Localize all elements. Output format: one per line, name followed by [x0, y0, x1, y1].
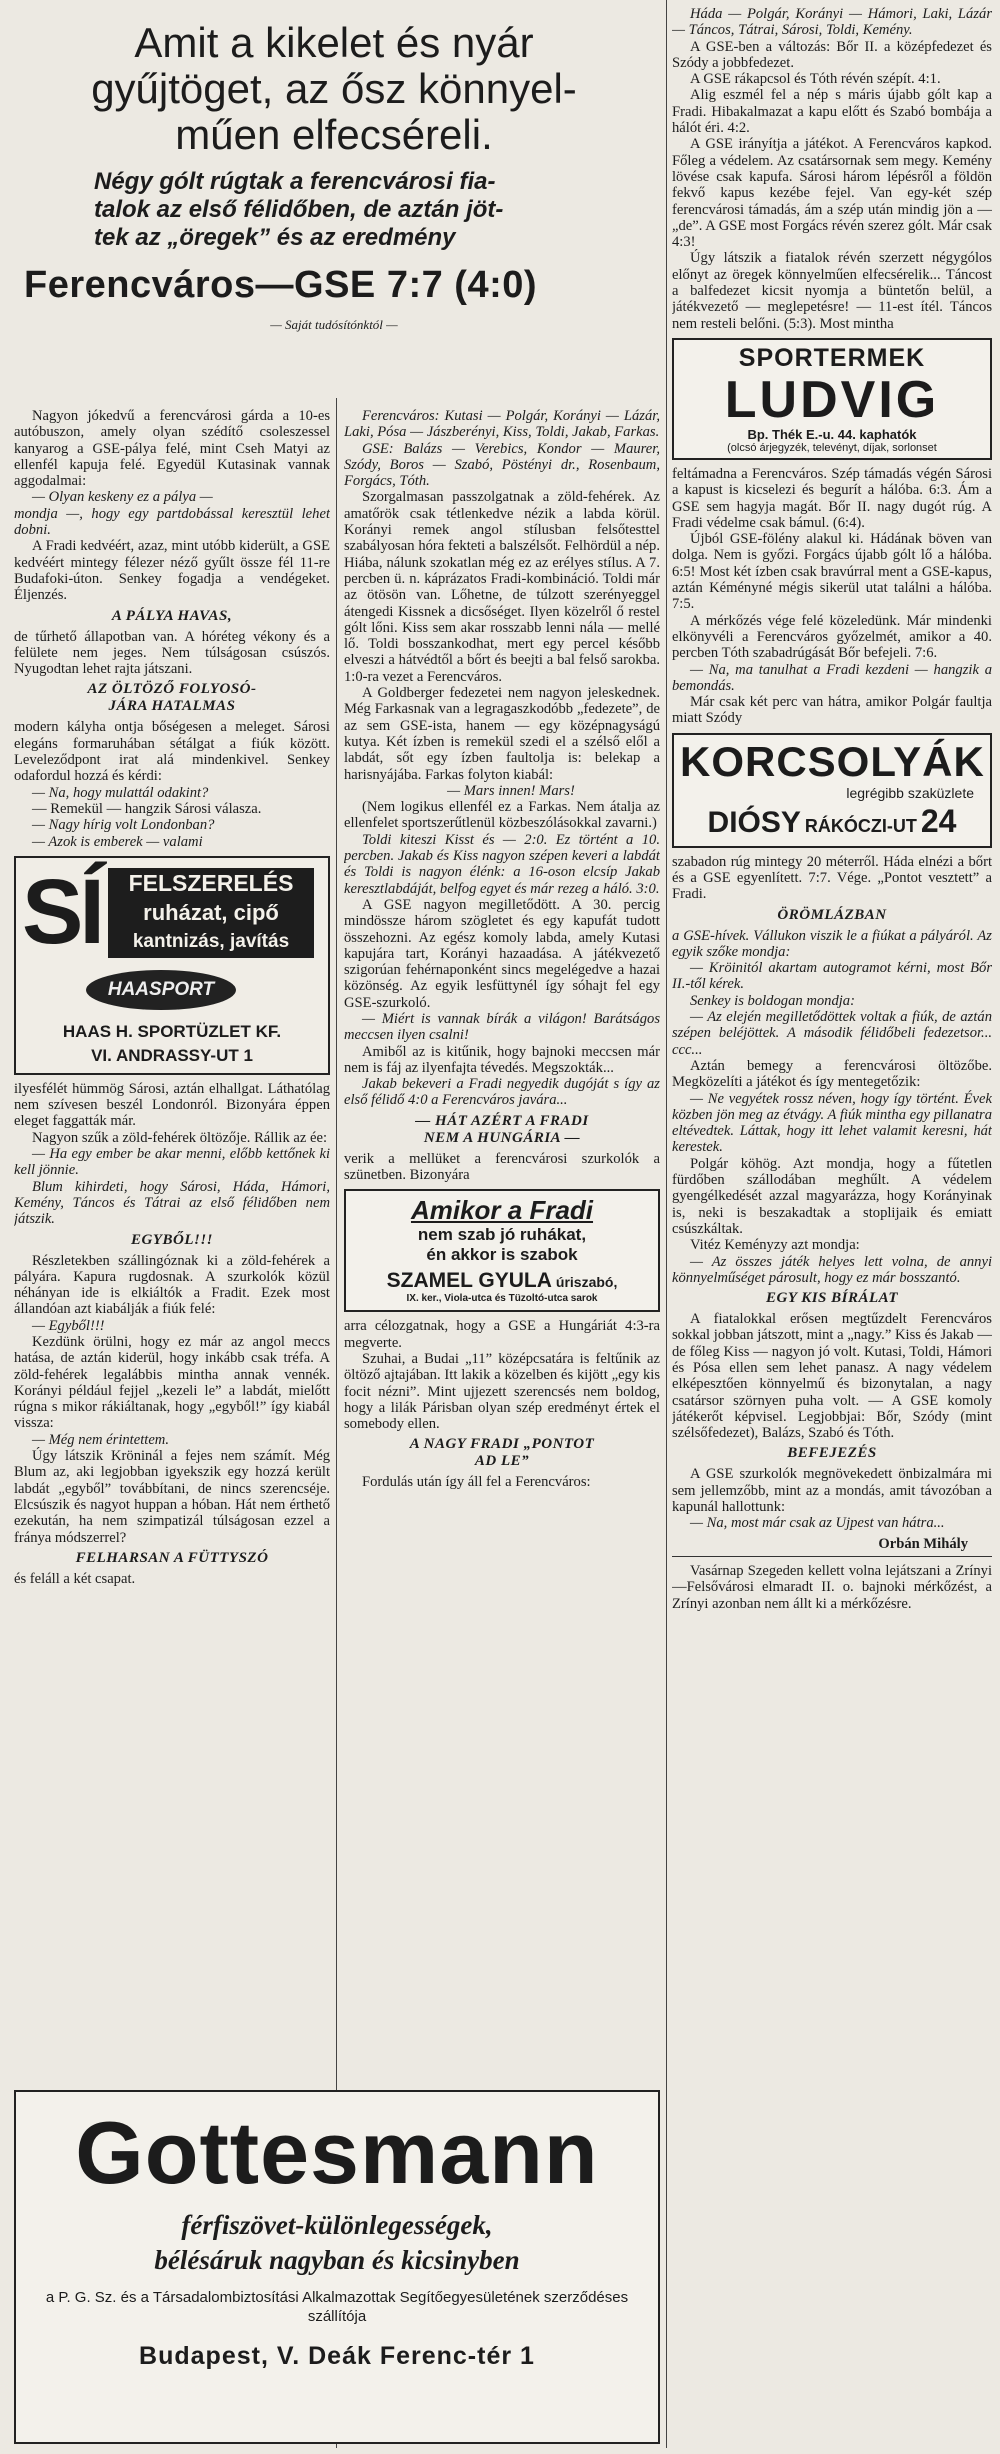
- lineup: Ferencváros: Kutasi — Polgár, Korányi — Lázár, Laki, Pósa — Jászberényi, Kiss, Toldi, Jakab, Farkas.: [344, 408, 660, 441]
- paragraph: Szorgalmasan passzolgatnak a zöld-fehérek. Az amatőrök csak tétlenkedve nézik a labda körül. Korányi remek angol stílusban felsőtesttel szabályosan hóra fekteti a balszélsőt. Felhördül a nép. Hiába, nálunk szokatlan még ez az erélyes stílus. A 7. percben ü. n. káprázatos Fradi-kombináció. Toldi már az ötösön van. Lőhetne, de túlzott szerényeggel átengedi Kissnek a dicsőséget. Ilyen közelről ő restel gólt lőni. Kiss sem akar rosszabb lenni nála — mellé lő. Toldi bosszankodhat, mert egy percel később elveszi a hátvédtől a bőrt és beejti a bal felső sarokba. 1:0-ra vezet a Ferencváros.: [344, 489, 660, 685]
- ad-big-letters: SÍ: [22, 860, 101, 963]
- paragraph: Részletekben szállingóznak ki a zöld-fehérek a pályára. Kapura rugdosnak. A szurkolók közül néhányan ide is elkiáltók a Fradit. Ezek most állandóan azt kiabálják a fiúk felé:: [14, 1252, 330, 1318]
- subheading: AZ ÖLTÖZŐ FOLYOSÓ-: [87, 681, 257, 698]
- ad-line: (olcsó árjegyzék, televényt, díjak, sorlonset: [727, 441, 937, 454]
- paragraph: A GSE rákapcsol és Tóth révén szépít. 4:1.: [690, 71, 941, 88]
- paragraph: modern kályha ontja bőségesen a meleget. Sárosi elegáns formaruhában sétálgat a fiúk között. Leveleződpont irat alá mindenkivel. Senkey odafordul hozzá és kérdi:: [14, 719, 330, 785]
- quote: — Remekül — hangzik Sárosi válasza.: [32, 800, 262, 817]
- paragraph: verik a mellüket a ferencvárosi szurkolók a szünetben. Bizonyára: [344, 1150, 660, 1184]
- quote: — Azok is emberek — valami: [32, 833, 203, 850]
- paragraph: Polgár köhög. Azt mondja, hogy a fűtetlen fürdőben szállodában meghűlt. A védelem gyengélkedését azzal magyarázza, hogy Korányinak is, neki is beszakadtak a stoplijaik és emiatt csúszkáltak.: [672, 1155, 992, 1237]
- paragraph: mondja —, hogy egy partdobással keresztül lehet dobni.: [14, 505, 330, 539]
- paragraph: ilyesfélét hümmög Sárosi, aztán elhallgat. Láthatólag nem szívesen beszél Londonról. Bizonyára éppen eleget faggatták már.: [14, 1080, 330, 1130]
- paragraph: A Goldberger fedezetei nem nagyon jeleskednek. Még Farkasnak van a legragaszkodóbb „fedezete”, de az sem GSE-ista, hanem — egy középnagyságú kutya. Két ízben is remekül szedi el a szélső elől a labdát, sőt egy ízben faultolja is: belekap a harisnyájába. Farkas folyton kiabál:: [344, 685, 660, 783]
- subheading: A NAGY FRADI „PONTOT: [409, 1436, 595, 1453]
- quote: — Nagy hírig volt Londonban?: [32, 817, 215, 834]
- ad-address: Budapest, V. Deák Ferenc-tér 1: [139, 2342, 535, 2370]
- subheading: — HÁT AZÉRT A FRADI: [415, 1112, 589, 1129]
- ad-line: ruházat, cipő: [143, 899, 279, 925]
- quote: — Na, hogy mulattál odakint?: [32, 784, 209, 801]
- subheading: JÁRA HATALMAS: [108, 698, 236, 715]
- paragraph: Úgy látszik Kröninál a fejes nem számít. Még Blum az, aki legjobban igyekszik egy hozzá került labdát „egyből” továbbítani, de nincs szerencséje. Elcsúszik és nagyot huppan a hóban. Hát nem érthető ezekután, ha nem szimpatizál túlságosan ezzel a fránya módszerrel?: [14, 1448, 330, 1546]
- ad-korcsolyak: [672, 733, 992, 848]
- paragraph: Senkey is boldogan mondja:: [690, 992, 855, 1009]
- lineup: GSE: Balázs — Verebics, Kondor — Maurer, Szódy, Boros — Szabó, Pöstényi dr., Rosenbaum, Forgács, Tóth.: [344, 440, 660, 490]
- headline-line: gyűjtöget, az ősz könnyel-: [91, 65, 577, 112]
- quote: — Olyan keskeny ez a pálya —: [32, 489, 213, 506]
- byline: — Saját tudósítónktól —: [270, 317, 398, 332]
- paragraph: Szuhai, a Budai „11” középcsatára is feltűnik az öltöző ajtajában. Itt lakik a közelben és kijött „egy kis focit nézni”. Mint ujjezett szerencsés nem boldog, hogy a lilák Párisban olyan szép eredményt értek el somebody ellen.: [344, 1350, 660, 1433]
- paragraph: A GSE-ben a változás: Bőr II. a középfedezet és Szódy a jobbfedezet.: [672, 38, 992, 71]
- paragraph: Újból GSE-fölény alakul ki. Hádának böven van dolga. Nem is győzi. Forgács újabb gólt lő a hálóba. 6:5! Most két ízben csak bravúrral ment a GSE-kapus, aztán Kéményné mégis sikerül utat találni a hálóba. 7:5.: [672, 531, 992, 613]
- paragraph: és feláll a két csapat.: [14, 1570, 136, 1587]
- deck-line: talok az első félidőben, de aztán jöt-: [94, 196, 504, 223]
- lineup: Háda — Polgár, Korányi — Hámori, Laki, Lázár — Táncos, Tátrai, Sárosi, Toldi, Kemény.: [672, 6, 992, 39]
- quote: — Miért is vannak bírák a világon! Barátságos meccsen ilyen csalni!: [344, 1010, 660, 1044]
- headline-line: Amit a kikelet és nyár: [134, 19, 534, 66]
- paragraph: a GSE-hívek. Vállukon viszik le a fiúkat a pályáról. Az egyik szőke mondja:: [672, 927, 992, 960]
- author: Orbán Mihály: [878, 1535, 968, 1552]
- ad-number: 24: [920, 802, 957, 839]
- quote: — Kröinitól akartam autogramot kérni, most Bőr II.-től kérek.: [672, 960, 992, 993]
- quote: — Na, ma tanulhat a Fradi kezdeni — hangzik a bemondás.: [672, 661, 992, 694]
- paragraph: A fiatalokkal erősen megtűzdelt Ferencváros sokkal jobban játszott, mint a „nagy.” Kiss és Jakab — de főleg Kiss — nagyon jó volt. Kutasi, Toldi, Hámori és Pósa ellen sem lehet panasz. A nagy védelem elképesztően könnyelmű és bizonytalan, a nagy csatársor szörnyen puha volt. — A GSE komoly játékerőt képvisel. Legjobbjai: Bőr, Szódy (mint szélsőfedezet), Balázs, Szabó és Tóth.: [672, 1311, 992, 1442]
- paragraph: (Nem logikus ellenfél ez a Farkas. Nem átalja az ellenfelet sportszerűtlenül közbeszólásokkal zavarni.): [344, 799, 660, 832]
- ad-address: RÁKÓCZI-UT: [804, 815, 917, 836]
- quote: — Egyből!!!: [32, 1317, 105, 1334]
- paragraph: Blum kihirdeti, hogy Sárosi, Háda, Hámori, Kemény, Táncos és Tátrai az első félidőben nem játszik.: [14, 1178, 330, 1228]
- subheading: A PÁLYA HAVAS,: [111, 607, 233, 624]
- ad-name-line: [348, 1269, 656, 1293]
- ad-brand: LUDVIG: [724, 370, 940, 429]
- quote: — Az elején megilletődöttek voltak a fiúk, de aztán szépen beléjöttek. A második félidőbeli fedezetsor... ccc...: [672, 1009, 992, 1058]
- deck-line: Négy gólt rúgtak a ferencvárosi fia-: [94, 168, 496, 195]
- score-headline: Ferencváros—GSE 7:7 (4:0): [24, 264, 538, 306]
- subheading: AD LE”: [474, 1453, 530, 1470]
- headline-line: műen elfecséreli.: [175, 111, 493, 158]
- paragraph: Vasárnap Szegeden kellett volna lejátszani a Zrínyi—Felsővárosi elmaradt II. o. bajnoki mérkőzést, a Zrínyi azonban nem állt ki a mérkőzésre.: [672, 1562, 992, 1612]
- subheading: BEFEJEZÉS: [787, 1445, 877, 1462]
- quote: — Na, most már csak az Ujpest van hátra...: [690, 1515, 945, 1532]
- paragraph: Nagyon szűk a zöld-fehérek öltözője. Rállik az ée:: [32, 1129, 327, 1146]
- ad-line: a P. G. Sz. és a Társadalombiztosítási Alkalmazottak Segítőegyesületének szerződéses szállítója: [45, 2289, 629, 2325]
- ad-haas-sport: [14, 856, 330, 1075]
- divider: [672, 1556, 992, 1557]
- ad-title: [348, 1195, 656, 1225]
- paragraph: arra célozgatnak, hogy a GSE a Hungáriát 4:3-ra megverte.: [344, 1318, 660, 1351]
- ad-title-text: Amikor a Fradi: [410, 1195, 594, 1226]
- ad-line: Bp. Thék E.-u. 44. kaphatók: [747, 426, 917, 442]
- subheading: ÖRÖMLÁZBAN: [777, 906, 887, 923]
- ad-logo: HAASPORT: [86, 970, 236, 1010]
- paragraph: A mérkőzés vége felé közeledünk. Már mindenki elkönyvéli a Ferencváros győzelmét, amikor a 40. percben Tóth szabadrúgását Bőr befejeli. 7:6.: [672, 612, 992, 662]
- paragraph: Fordulás után így áll fel a Ferencváros:: [362, 1474, 591, 1491]
- paragraph: Úgy látszik a fiatalok révén szerzett négygólos előnyt az öregek könnyelműen elfecsérelik... Táncost a balfedezet kicsit nyomja a büntetőn belül, a játékvezető — meglepetésre! — 11-est ítél. Táncos nem resteli belőni. (5:3). Most mintha: [672, 250, 992, 332]
- ad-line: én akkor is szabok: [426, 1245, 578, 1265]
- ad-name: DIÓSY: [707, 805, 801, 839]
- subheading: FELHARSAN A FÜTTYSZÓ: [75, 1549, 269, 1566]
- paragraph: Toldi kiteszi Kisst és — 2:0. Ez történt a 10. percben. Jakab és Kiss nagyon szépen keveri a labdát és Toldi is nagyon élénk: a 16-oson elcsíp Jakab keresztlabdáját, belfog egyet és már rezeg a háló. 3:0.: [344, 831, 660, 897]
- paragraph: Nagyon jókedvű a ferencvárosi gárda a 10-es autóbuszon, amely olyan szédítő csoleszessel kanyarog a GSE-pálya felé, mint Cseh Matyi az ellenfél kapuja felé. Egyedül Kutasinak vannak aggodalmai:: [14, 408, 330, 490]
- paragraph: feltámadna a Ferencváros. Szép támadás végén Sárosi a kapust is kicselezi és begurít a hálóba. 6:3. Ám a GSE sem hagyja magát. Bőr II. nagy dugót rúg. A Fradi védelme csak bámul. (6:4).: [672, 465, 992, 531]
- paragraph: Amiből az is kitűnik, hogy bajnoki meccsen már nem is fáj az ilyenfajta tévedés. Megszokták...: [344, 1043, 660, 1076]
- ad-gottesmann: [14, 2090, 660, 2444]
- quote: — Ne vegyétek rossz néven, hogy így történt. Évek közben jön meg az étvágy. A fiúk mintha egy pillanatra eltévedtek. Láttak, hogy itt lehet valamit keresni, hát kerestek.: [672, 1090, 992, 1156]
- paragraph: A Fradi kedvéért, azaz, mint utóbb kiderült, a GSE kedvéért mintegy félezer néző gyűlt össze fél 11-re Budafoki-úton. Senkey fogadja a vendégeket. Éljenzés.: [14, 538, 330, 604]
- paragraph: A GSE szurkolók megnövekedett önbizalmára mi sem jellemzőbb, mint az a mondás, amit távozóban a kapunál hallottunk:: [672, 1466, 992, 1516]
- ad-company: HAAS H. SPORTÜZLET KF.: [62, 1021, 282, 1041]
- paragraph: A GSE irányítja a játékot. A Ferencváros kapkod. Főleg a védelem. Az csatársornak sem megy. Kemény lövése csak kapufa. Sárosi három lépésről a földön fekvő kapus kezébe fejel. Van egy-két szép ferencvárosi támadás, ám a szép után mindig jön a —„de”. A GSE most Forgács révén szerez gólt. Már csak 4:3!: [672, 136, 992, 251]
- quote: — Ha egy ember be akar menni, előbb kettőnek ki kell jönnie.: [14, 1146, 330, 1179]
- ad-top: SPORTERMEK: [738, 343, 926, 372]
- ad-name: SZAMEL GYULA: [386, 1269, 552, 1293]
- paragraph: de tűrhető állapotban van. A hóréteg vékony és a felülete nem jeges. Nem túlságosan csúszós. Nyugodtan lehet rajta játszani.: [14, 628, 330, 678]
- paragraph: szabadon rúg mintegy 20 méterről. Háda elnézi a bőrt és a GSE egyenlített. 7:7. Vége. „Pontot vesztett” a Fradi.: [672, 853, 992, 903]
- ad-feature-box: [108, 868, 314, 958]
- deck-line: tek az „öregek” és az eredmény: [94, 224, 456, 251]
- paragraph: A GSE nagyon megilletődött. A 30. percig mindössze három szögletet és egy kapufát tudott összehozni. Az egész komoly labda, amely Kutasi kapujára tart, Korányi hazaadása. A játékvezető szigorúan fehérnaponként sincs megelégedve a hazai közönség. Az egyik lesfüttynél így sóhajt fel egy GSE-szurkoló.: [344, 896, 660, 1011]
- ad-brand: Gottesmann: [75, 2103, 599, 2202]
- article-header: [14, 20, 654, 333]
- quote: — Az összes játék helyes lett volna, de annyi könnyelműséget párosult, hogy ez már bosszantó.: [672, 1253, 992, 1286]
- subheading: EGYBŐL!!!: [130, 1231, 213, 1248]
- paragraph: Alig eszmél fel a nép s máris újabb gólt kap a Fradi. Hibakalmazat a kapu előtt és Szabó bombája a hálót éri. 4:2.: [672, 87, 992, 137]
- subheading: NEM A HUNGÁRIA —: [423, 1129, 581, 1146]
- ad-brand: KORCSOLYÁK: [680, 737, 985, 785]
- ad-name-line: [680, 803, 984, 840]
- ad-line: legrégibb szaküzlete: [846, 784, 974, 801]
- ad-line: bélésáruk nagyban és kicsinyben: [154, 2245, 520, 2275]
- ad-line: nem szab jó ruhákat,: [417, 1225, 587, 1245]
- ad-line: FELSZERELÉS: [128, 869, 294, 896]
- paragraph: Jakab bekeveri a Fradi negyedik dugóját s így az első félidő 4:0 a Ferencváros javára...: [344, 1076, 660, 1109]
- ad-line: kantnizás, javítás: [132, 930, 290, 952]
- ad-szamel: [344, 1189, 660, 1312]
- quote: — Még nem érintettem.: [32, 1431, 169, 1448]
- ad-trade: úriszabó,: [555, 1274, 618, 1291]
- paragraph: Vitéz Keményzy azt mondja:: [690, 1237, 860, 1254]
- ad-address: IX. ker., Viola-utca és Tüzoltó-utca sarok: [406, 1293, 598, 1305]
- subheading: EGY KIS BÍRÁLAT: [766, 1290, 898, 1307]
- ad-address: VI. ANDRASSY-UT 1: [91, 1045, 253, 1065]
- paragraph: Már csak két perc van hátra, amikor Polgár faultja miatt Szódy: [672, 694, 992, 727]
- paragraph: Kezdünk örülni, hogy ez már az angol meccs hatása, de aztán kiderül, hogy inkább csak tréfa. A zöld-fehérek legalábbis mintha annak vennék. Korányi például fejjel „kezeli le” a labdát, mielőtt rúgna s mikor rákiáltanak, hogy „egyből!” így kiabál vissza:: [14, 1333, 330, 1432]
- paragraph: Aztán bemegy a ferencvárosi öltözőbe. Megközelíti a játékot és így mentegetőzik:: [672, 1057, 992, 1091]
- column-rule: [666, 0, 667, 2448]
- ad-ludvig: [672, 338, 992, 460]
- column-2: [344, 408, 660, 2028]
- column-3: [672, 6, 992, 2448]
- quote: — Mars innen! Mars!: [447, 782, 575, 799]
- ad-line: férfiszövet-különlegességek,: [181, 2210, 493, 2240]
